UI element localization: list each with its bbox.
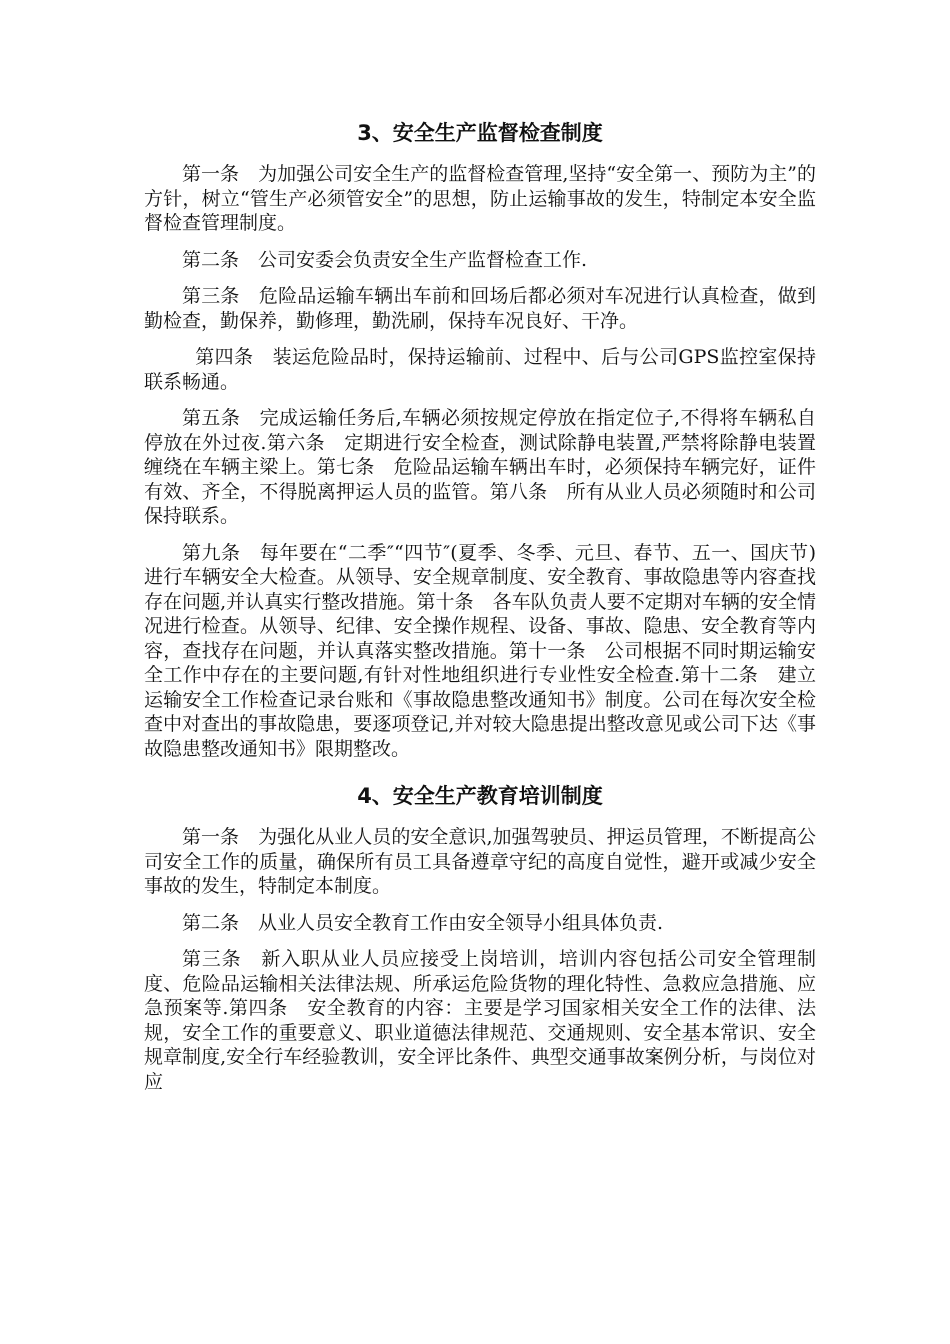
article-paragraph: 第四条 装运危险品时，保持运输前、过程中、后与公司GPS监控室保持联系畅通。 xyxy=(144,346,816,393)
article-paragraph: 第一条 为强化从业人员的安全意识,加强驾驶员、押运员管理，不断提高公司安全工作的质量，确保所有员工具备遵章守纪的高度自觉性，避开或减少安全事故的发生，特制定本制度。 xyxy=(144,826,816,897)
section-safety-inspection xyxy=(144,118,816,761)
article-paragraph: 第三条 新入职从业人员应接受上岗培训，培训内容包括公司安全管理制度、危险品运输相关法律法规、所承运危险货物的理化特性、急救应急措施、应急预案等.第四条 安全教育的内容：主要是学习国家相关安全工作的法律、法规，安全工作的重要意义、职业道德法律规范、交通规则、安全基本常识、安全规章制度,安全行车经验教训，安全评比条件、典型交通事故案例分析，与岗位对应 xyxy=(144,948,816,1093)
article-paragraph: 第二条 从业人员安全教育工作由安全领导小组具体负责. xyxy=(182,911,664,934)
article-paragraph: 第五条 完成运输任务后,车辆必须按规定停放在指定位子,不得将车辆私自停放在外过夜.第六条 定期进行安全检查，测试除静电装置,严禁将除静电装置缠绕在车辆主梁上。第七条 危险品运输车辆出车时，必须保持车辆完好，证件有效、齐全，不得脱离押运人员的监管。第八条 所有从业人员必须随时和公司保持联系。 xyxy=(144,407,816,527)
article-paragraph: 第一条 为加强公司安全生产的监督检查管理,坚持“安全第一、预防为主”的方针，树立“管生产必须管安全”的思想，防止运输事故的发生，特制定本安全监督检查管理制度。 xyxy=(144,163,816,234)
section-title: 4、安全生产教育培训制度 xyxy=(357,784,603,808)
section-title: 3、安全生产监督检查制度 xyxy=(357,121,603,145)
article-paragraph: 第三条 危险品运输车辆出车前和回场后都必须对车况进行认真检查，做到勤检查，勤保养，勤修理，勤洗刷，保持车况良好、干净。 xyxy=(144,285,816,332)
document-page xyxy=(144,118,816,1106)
section-safety-training xyxy=(144,781,816,1094)
section-spacer xyxy=(144,773,816,781)
article-paragraph: 第九条 每年要在“二季″“四节″(夏季、冬季、元旦、春节、五一、国庆节)进行车辆安全大检查。从领导、安全规章制度、安全教育、事故隐患等内容查找存在问题,并认真实行整改措施。第十条 各车队负责人要不定期对车辆的安全情况进行检查。从领导、纪律、安全操作规程、设备、事故、隐患、安全教育等内容，查找存在问题，并认真落实整改措施。第十一条 公司根据不同时期运输安全工作中存在的主要问题,有针对性地组织进行专业性安全检查.第十二条 建立运输安全工作检查记录台账和《事故隐患整改通知书》制度。公司在每次安全检查中对查出的事故隐患，要逐项登记,并对较大隐患提出整改意见或公司下达《事故隐患整改通知书》限期整改。 xyxy=(144,541,816,760)
article-paragraph: 第二条 公司安委会负责安全生产监督检查工作. xyxy=(182,248,588,271)
